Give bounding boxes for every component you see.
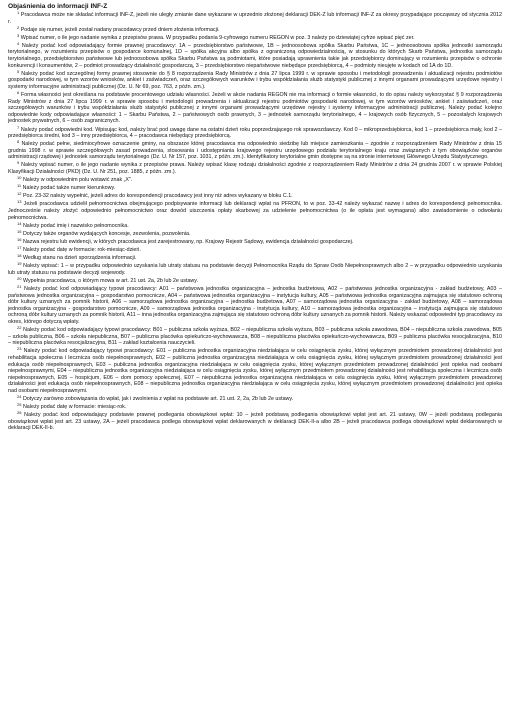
- footnote-text: Należy podać kod odpowiadający typowi pracodawcy: B01 – publiczna szkoła wyższa, B02 – niepubliczna szkoła wyższa, B03 – publiczna szkoła zawodowa, B04 – niepubliczna szkoła zawodowa, B05 – szkoła publiczna, B06 – szkoła niepubliczna, B07 – publiczna placówka opiekuńczo-wychowawcza, B08 – niepubliczna placówka opiekuńczo-wychowawcza, B09 – publiczna placówka resocjalizacyjna, B10 – niepubliczna placówka resocjalizacyjna, B11 – zakład kształcenia nauczycieli.: [8, 327, 502, 347]
- footnote-item: [8, 185, 502, 192]
- footnote-item: [8, 24, 502, 34]
- footnote-number: 1: [17, 10, 20, 15]
- footnote-text: Jeżeli pracodawca udzielił pełnomocnictwa obejmującego podpisywanie informacji lub deklaracji wpłat na PFRON, to w poz. 33-42 należy wykazać nazwę i adres do korespondencji pełnomocnika. Jednocześnie należy złożyć odpowiednio pełnomocnictwo oraz dowód uiszczenia opłaty skarbowej za udzielenie pełnomocnictwa (o ile opłata jest wymagana) albo zawiadomienie o odwołaniu pełnomocnictwa.: [8, 201, 502, 221]
- footnote-item: [8, 348, 502, 394]
- footnote-number: 22: [17, 325, 22, 331]
- footnote-text: Nazwa rejestru lub ewidencji, w których pracodawca jest zarejestrowany, np. Krajowy Rejestr Sądowy, ewidencja działalności gospodarczej.: [22, 238, 354, 245]
- footnote-item: [8, 404, 502, 411]
- footnote-text: Należy podać kod odpowiadający typowi pracodawcy: E01 – publiczna jednostka organizacyjna niedziałająca w celu osiągnięcia zysku, której wyłącznym przedmiotem prowadzonej działalności jest rehabilitacja społeczna i lecznicza osób niepełnosprawnych, E02 – publiczna jednostka organizacyjna niedziałająca w celu osiągnięcia zysku, której wyłącznym przedmiotem prowadzonej działalności jest edukacja osób niepełnosprawnych, E03 – publiczna jednostka organizacyjna niedziałająca w celu osiągnięcia zysku, której wyłącznym przedmiotem prowadzonej działalności jest opieka nad osobami niepełnosprawnymi, E04 – niepubliczna jednostka organizacyjna niedziałająca w celu osiągnięcia zysku, której wyłącznym przedmiotem prowadzonej działalności jest rehabilitacja społeczna i lecznicza osób niepełnosprawnych, E05 – hospicjum, E06 – dom pomocy społecznej, E07 – niepubliczna jednostka organizacyjna niedziałająca w celu osiągnięcia zysku, której wyłącznym przedmiotem prowadzonej działalności jest edukacja osób niepełnosprawnych, E08 – niepubliczna jednostka organizacyjna niedziałająca w celu osiągnięcia zysku, której wyłącznym przedmiotem prowadzonej działalności jest opieka nad osobami niepełnosprawnymi.: [8, 348, 502, 394]
- footnote-item: [8, 393, 502, 403]
- footnote-number: 16: [17, 236, 22, 242]
- footnote-item: [8, 412, 502, 432]
- footnote-text: Należy podać odpowiedni kod. Wpisując kod, należy brać pod uwagę dane na ostatni dzień roku poprzedzającego rok sprawozdawczy. Kod 0 – mikroprzedsiębiorca, kod 1 – przedsiębiorca mały, kod 2 – przedsiębiorca średni, kod 3 – inny przedsiębiorca, 4 – pracodawca niebędący przedsiębiorcą.: [8, 126, 502, 140]
- footnote-item: [8, 92, 502, 125]
- footnote-text: Należy podać kod szczególnej formy prawnej stosownie do § 8 rozporządzenia Rady Ministrów z dnia 27 lipca 1999 r. w sprawie sposobu i metodologii prowadzenia i aktualizacji rejestru podmiotów gospodarki narodowej, w tym wzorów wniosków, ankiet i zaświadczeń, oraz szczegółowych warunków i trybu współdziałania służb statystyki publicznej z innymi organami prowadzącymi urzędowe rejestry i systemy informacyjne administracji publicznej (Dz. U. Nr 69, poz. 763, z późn. zm.).: [8, 70, 502, 90]
- footnote-text: Należy podać datę w formacie: rok-miesiąc-dzień.: [22, 247, 141, 253]
- footnote-text: Pracodawca może nie składać informacji INF-Z, jeżeli nie uległy zmianie dane wykazane w uprzednio złożonej deklaracji DEK-Z lub informacji INF-Z za okresy przypadające począwszy od stycznia 2012 r.: [8, 12, 502, 25]
- footnote-number: 18: [17, 253, 22, 259]
- footnote-text: Wpisać numer, o ile jego nadanie wynika z przepisów prawa. W przypadku podania 9-cyfrowego numeru REGON w poz. 3 należy po dziewiątej cyfrze wpisać pięć zer.: [20, 34, 415, 41]
- footnote-number: 3: [17, 32, 20, 38]
- footnote-item: [8, 247, 502, 254]
- footnote-text: Należy podać także numer kierunkowy.: [22, 185, 116, 192]
- footnote-number: 17: [17, 245, 22, 250]
- footnote-number: 4: [17, 40, 20, 46]
- footnote-text: Forma własności jest określana na podstawie procentowego udziału własności. Jeżeli w akcie nadania REGON nie ma informacji o formie własności, to do opisu należy wykorzystać § 9 rozporządzenia Rady Ministrów z dnia 27 lipca 1999 r. w sprawie sposobu i metodologii prowadzenia i aktualizacji rejestru podmiotów gospodarki narodowej, w tym wzorów wniosków, ankiet i zaświadczeń, oraz szczegółowych warunków i trybu współdziałania służb statystyki publicznej z innymi organami prowadzącymi urzędowe rejestry i systemy informacyjne administracji publicznej. Należy podać kolejno odpowiednie kody odpowiadające własności: 1 – Skarbu Państwa, 2 – państwowych osób prawnych, 3 – jednostek samorządu terytorialnego, 4 – krajowych osób fizycznych, 5 – pozostałych krajowych jednostek prywatnych, 6 – osób zagranicznych.: [8, 92, 502, 125]
- footnote-item: [8, 228, 502, 238]
- footnote-number: 13: [17, 199, 22, 205]
- footnote-number: 23: [17, 346, 22, 352]
- footnote-text: Poz. 23-32 należy wypełnić, jeżeli adres do korespondencji pracodawcy jest inny niż adres wykazany w bloku C.1.: [22, 193, 293, 200]
- footnote-item: [8, 12, 502, 25]
- footnote-text: Dotyczy także organów wydających koncesje, zezwolenia, pozwolenia.: [22, 230, 191, 237]
- footnote-text: Należy podać kod odpowiadający podstawie prawnej podlegania obowiązkowi wpłat: 10 – jeżeli podstawą podlegania obowiązkowi wpłat jest art. 21 ustawy, 0W – jeżeli podstawą podlegania obowiązkowi wpłat jest art. 23 ustawy, 2A – jeżeli pracodawca podlega obowiązkowi wpłat deklarowanych w deklaracji DEK-II-a albo 2B – jeżeli pracodawca podlega obowiązkowi wpłat deklarowanych w deklaracji DEK-II-b.: [8, 412, 502, 432]
- footnote-number: 10: [17, 175, 22, 181]
- footnote-number: 24: [17, 393, 22, 399]
- footnote-text: Podaje się numer, jeżeli został nadany pracodawcy przed dniem złożenia informacji.: [20, 26, 220, 33]
- footnote-text: Dotyczy zarówno zobowiązania do wpłat, jak i zwolnienia z wpłat na podstawie art. 21 ust. 2, 2a, 2b lub 2e ustawy.: [22, 395, 294, 402]
- footnote-text: Należy podać datę w formacie: miesiąc-rok.: [22, 404, 127, 411]
- footnote-item: [8, 283, 502, 326]
- footnote-item: [8, 193, 502, 200]
- footnote-text: Należy podać kod odpowiadający formie prawnej pracodawcy: 1A – przedsiębiorstwo państwowe, 1B – jednoosobowa spółka Skarbu Państwa, 1C – jednoosobowa spółka jednostki samorządu terytorialnego, w rozumieniu przepisów o gospodarce komunalnej, 1D – spółka akcyjna albo spółka z ograniczoną odpowiedzialnością, w stosunku do których Skarb Państwa, jednostka samorządu terytorialnego, przedsiębiorstwo państwowe lub jednoosobowa spółka Skarbu Państwa są podmiotami, które posiadają uprawnienia takie jak przedsiębiorcy dominujący w rozumieniu przepisów o ochronie konkurencji i konsumentów, 2 – podmiot prowadzący działalność gospodarczą, 3 – przedsiębiorstwo niepaństwowe niebędące przedsiębiorcą, 4 – podmioty nieujęte w kodach od 1A do 1D.: [8, 42, 502, 69]
- footnote-number: 12: [17, 191, 22, 197]
- footnote-number: 20: [17, 275, 22, 281]
- footnote-item: [8, 68, 502, 91]
- footnote-item: [8, 141, 502, 161]
- footnote-number: 14: [17, 220, 22, 226]
- footnote-item: [8, 124, 502, 140]
- footnote-number: 25: [17, 402, 22, 408]
- footnote-item: [8, 327, 502, 347]
- footnote-item: [8, 162, 502, 175]
- footnote-number: 5: [17, 68, 20, 74]
- footnote-item: [8, 177, 502, 184]
- footnote-item: [8, 275, 502, 285]
- footnote-text: Należy wpisać: 1 – w przypadku odpowiednio uzyskania lub utraty statusu na podstawie decyzji Pełnomocnika Rządu do Spraw Osób Niepełnosprawnych albo 2 – w przypadku odpowiednio uzyskania lub utraty statusu na podstawie decyzji wojewody.: [8, 263, 502, 276]
- footnote-number: 2: [17, 24, 20, 30]
- footnote-item: [8, 255, 502, 262]
- footnote-text: Należy podać imię i nazwisko pełnomocnika.: [22, 222, 129, 229]
- footnote-text: Wypełnia pracodawca, o którym mowa w art. 21 ust. 2a, 2b lub 2e ustawy.: [22, 277, 199, 284]
- footnote-number: 8: [17, 139, 20, 145]
- footnote-text: Należy wpisać numer, o ile jego nadanie wynika z przepisów prawa. Należy wpisać klasę rodzaju działalności zgodnie z rozporządzeniem Rady Ministrów z dnia 24 grudnia 2007 r. w sprawie Polskiej Klasyfikacji Działalności (PKD) (Dz. U. Nr 251, poz. 1885, z późn. zm.).: [8, 162, 502, 176]
- footnote-item: [8, 40, 502, 69]
- footnote-number: 19: [17, 261, 22, 267]
- footnote-item: [8, 201, 502, 221]
- footnote-number: 21: [17, 283, 22, 289]
- footnote-number: 6: [17, 90, 20, 96]
- footnote-number: 26: [17, 410, 22, 416]
- footnote-text: Należy podać kod odpowiadający typowi pracodawcy: A01 – państwowa jednostka organizacyjna – jednostka budżetowa, A02 – państwowa jednostka organizacyjna - zakład budżetowy, A03 – państwowa jednostka organizacyjna – gospodarstwo pomocnicze, A04 – państwowa jednostka organizacyjna – instytucja kultury, A05 – państwowa jednostka organizacyjna zajmująca się statutowo ochroną dóbr kultury uznanych za pomnik historii, A06 – samorządowa jednostka organizacyjna – jednostka budżetowa, A07 – samorządowa jednostka organizacyjna - zakład budżetowy, A08 – samorządowa jednostka organizacyjna - gospodarstwo pomocnicze, A09 – samorządowa jednostka organizacyjna - instytucja kultury, A10 – samorządowa jednostka organizacyjna – instytucja zajmująca się statutowo ochroną dóbr kultury uznanych za pomnik historii, A11 – inna jednostka organizacyjna zajmująca się statutowo ochroną dóbr kultury uznanych za pomnik historii. Należy wskazać odpowiedni typ pracodawcy za okres, którego dotyczą wpłaty.: [8, 285, 502, 325]
- footnote-number: 9: [17, 160, 20, 166]
- footnote-number: 7: [17, 124, 20, 130]
- footnote-text: Według stanu na dzień sporządzenia informacji.: [22, 255, 137, 262]
- footnote-number: 11: [17, 183, 22, 189]
- footnote-list: [8, 12, 502, 432]
- footnote-text: Należy podać pełne, siedmiocyfrowe oznaczenie gminy, na obszarze której pracodawca ma odpowiednio siedzibę lub miejsce zamieszkania – zgodnie z rozporządzeniem Rady Ministrów z dnia 15 grudnia 1998 r. w sprawie szczegółowych zasad prowadzenia, stosowania i udostępniania krajowego rejestru urzędowego podziału terytorialnego kraju oraz związanych z tym obowiązków organów administracji rządowej i jednostek samorządu terytorialnego (Dz. U. Nr 157, poz. 1031, z późn. zm.). Identyfikatory terytorialne gmin dostępne są na stronie internetowej Głównego Urzędu Statystycznego.: [8, 141, 502, 161]
- footnote-item: [8, 32, 502, 42]
- footnote-item: [8, 236, 502, 246]
- footnote-number: 15: [17, 228, 22, 234]
- footnote-item: [8, 263, 502, 276]
- footnote-item: [8, 220, 502, 230]
- document-title: Objaśnienia do informacji INF-Z: [8, 3, 108, 10]
- footnote-text: Należy w odpowiednim polu wstawić znak „X”.: [22, 177, 133, 184]
